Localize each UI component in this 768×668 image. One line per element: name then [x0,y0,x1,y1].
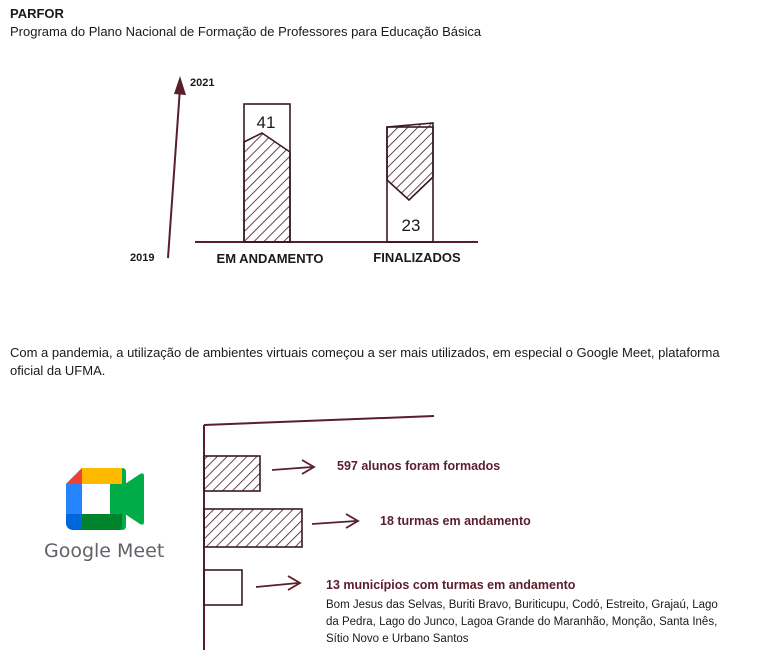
arrow-turmas-andamento [312,514,358,528]
google-meet-icon [66,468,144,530]
hbar-turmas-andamento [204,509,302,547]
hbar-municipios [204,570,242,605]
arrow-municipios [256,576,300,590]
h-chart-top-axis [204,416,434,425]
y-axis-top-label: 2021 [190,77,215,89]
bar-finalizados [387,123,433,242]
page-title: PARFOR [10,6,64,21]
google-meet-wordmark: Google Meet [44,540,165,562]
y-axis-bottom-label: 2019 [130,252,155,264]
municipios-list: Bom Jesus das Selvas, Buriti Bravo, Buriticupu, Codó, Estreito, Grajaú, Lago da Pedra, Lago do Junco, Lagoa Grande do Maranhão, Monção, Santa Inês, Sítio Novo e Urbano Santos [326,599,718,645]
bar-em-andamento-value: 41 [256,113,276,132]
bar-em-andamento-fill [244,133,290,242]
bar-finalizados-value: 23 [401,216,421,235]
hbar-alunos-formados [204,456,260,491]
bar-em-andamento [244,104,290,242]
arrow-alunos-formados [272,460,314,474]
page-subtitle: Programa do Plano Nacional de Formação de Professores para Educação Básica [10,24,482,39]
y-axis-line [168,88,180,258]
hbar-turmas-andamento-label: 18 turmas em andamento [380,514,531,528]
pandemic-paragraph: Com a pandemia, a utilização de ambientes virtuais começou a ser mais utilizados, em especial o Google Meet, plataforma oficial da UFMA. [10,345,720,378]
y-axis-arrowhead [174,76,186,95]
x-label-em-andamento: EM ANDAMENTO [216,251,324,266]
vertical-bar-chart [130,76,478,266]
hbar-alunos-formados-label: 597 alunos foram formados [337,459,501,473]
hbar-municipios-label: 13 municípios com turmas em andamento [326,578,576,592]
bar-finalizados-fill [387,123,433,200]
x-label-finalizados: FINALIZADOS [373,250,461,265]
